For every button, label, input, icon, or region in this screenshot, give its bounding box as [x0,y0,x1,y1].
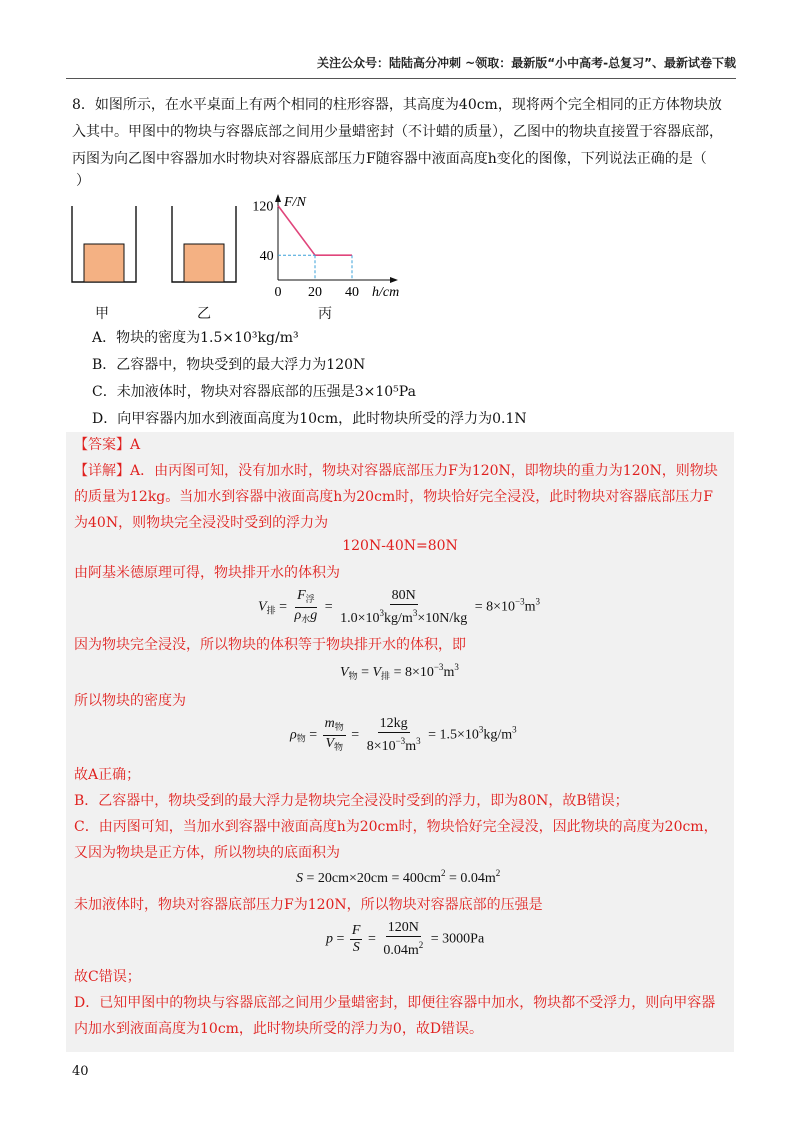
x-tick-label: 0 [274,285,282,300]
detail-line-2: 的质量为12kg。当加水到容器中液面高度h为20cm时，物块恰好完全浸没，此时物块对容器底部压力F [74,489,713,505]
y-tick-label: 40 [259,249,274,265]
x-tick-label: 40 [345,285,359,300]
question-line-2: 入其中。甲图中的物块与容器底部之间用少量蜡密封（不计蜡的质量），乙图中的物块直接置于容器底部， [72,124,723,140]
detail-line-7: 故A正确； [74,767,141,783]
x-axis-arrow [390,277,398,283]
option-c-detail-1: C．由丙图可知，当加水到容器中液面高度h为20cm时，物块恰好完全浸没，因此物块的高度为20cm， [74,819,718,835]
series-line [278,206,352,256]
equation-equal-volume: $V_物 = V_排 = 8\times 10^{-3}m^3$ [340,662,459,681]
equation-volume: $V_排$ = $\frac{F_浮}{\rho_水g}$ = $\frac{80N}{1.0\times 10^3kg/m^3\times 10N/kg}$ = $8\times 10^{-3}m^3$ [258,588,540,626]
equation-area: $S = 20cm\times 20cm = 400cm^2 = 0.04m^2$ [296,868,501,886]
question-line-1: 8．如图所示，在水平桌面上有两个相同的柱形容器，其高度为40cm，现将两个完全相同的正方体物块放 [72,97,722,113]
option-c-detail-2: 又因为物块是正方体，所以物块的底面积为 [74,845,340,861]
option-d-detail-1: D．已知甲图中的物块与容器底部之间用少量蜡密封，即便往容器中加水，物块都不受浮力，则向甲容器 [74,995,716,1011]
detail-line-1: 【详解】A．由丙图可知，没有加水时，物块对容器底部压力F为120N，即物块的重力为120N，则物块 [74,463,718,479]
detail-line-5: 因为物块完全浸没，所以物块的体积等于物块排开水的体积，即 [74,637,466,653]
x-tick-label: 20 [308,285,322,300]
option-b: B．乙容器中，物块受到的最大浮力为120N [92,357,366,373]
page-header: 关注公众号：陆陆高分冲刺 ~领取：最新版“小中高考-总复习”、最新试卷下载 [317,56,736,70]
calc-buoyancy: 120N-40N=80N [342,538,458,554]
force-height-chart [240,190,420,305]
question-line-3: 丙图为向乙图中容器加水时物块对容器底部压力F随容器中液面高度h变化的图像，下列说法正确的是（ [72,151,707,167]
page-number: 40 [72,1064,89,1079]
option-a: A．物块的密度为1.5×10³kg/m³ [92,330,299,346]
question-line-4: ） [76,173,90,189]
option-b-detail: B．乙容器中，物块受到的最大浮力是物块完全浸没时受到的浮力，即为80N，故B错误； [74,793,629,809]
option-c: C．未加液体时，物块对容器底部的压强是3×10⁵Pa [92,384,416,400]
detail-line-4: 由阿基米德原理可得，物块排开水的体积为 [74,565,340,581]
y-axis-label: F/N [284,195,306,210]
block-jia [84,244,124,282]
y-axis-arrow [275,194,281,202]
label-yi: 乙 [197,306,211,322]
detail-line-6: 所以物块的密度为 [74,693,186,709]
x-axis-label: h/cm [372,285,400,300]
y-tick-label: 120 [252,199,274,215]
equation-pressure: p = $\frac{F}{S}$ = $\frac{120N}{0.04m^2}$ = 3000Pa [326,920,485,958]
answer-label: 【答案】A [74,437,141,453]
label-jia: 甲 [95,306,109,322]
label-bing: 丙 [318,306,332,322]
header-divider [66,78,736,79]
option-d-detail-2: 内加水到液面高度为10cm，此时物块所受的浮力为0，故D错误。 [74,1021,484,1037]
option-c-detail-3: 未加液体时，物块对容器底部压力F为120N，所以物块对容器底部的压强是 [74,897,543,913]
option-c-detail-4: 故C错误； [74,969,141,985]
block-yi [184,244,224,282]
option-d: D．向甲容器内加水到液面高度为10cm，此时物块所受的浮力为0.1N [92,411,527,427]
detail-line-3: 为40N，则物块完全浸没时受到的浮力为 [74,515,329,531]
equation-density: $\rho_物$ = $\frac{m_物}{V_物}$ = $\frac{12kg}{8\times 10^{-3}m^3}$ = $1.5\times 10^3kg/m^3$ [290,716,517,754]
